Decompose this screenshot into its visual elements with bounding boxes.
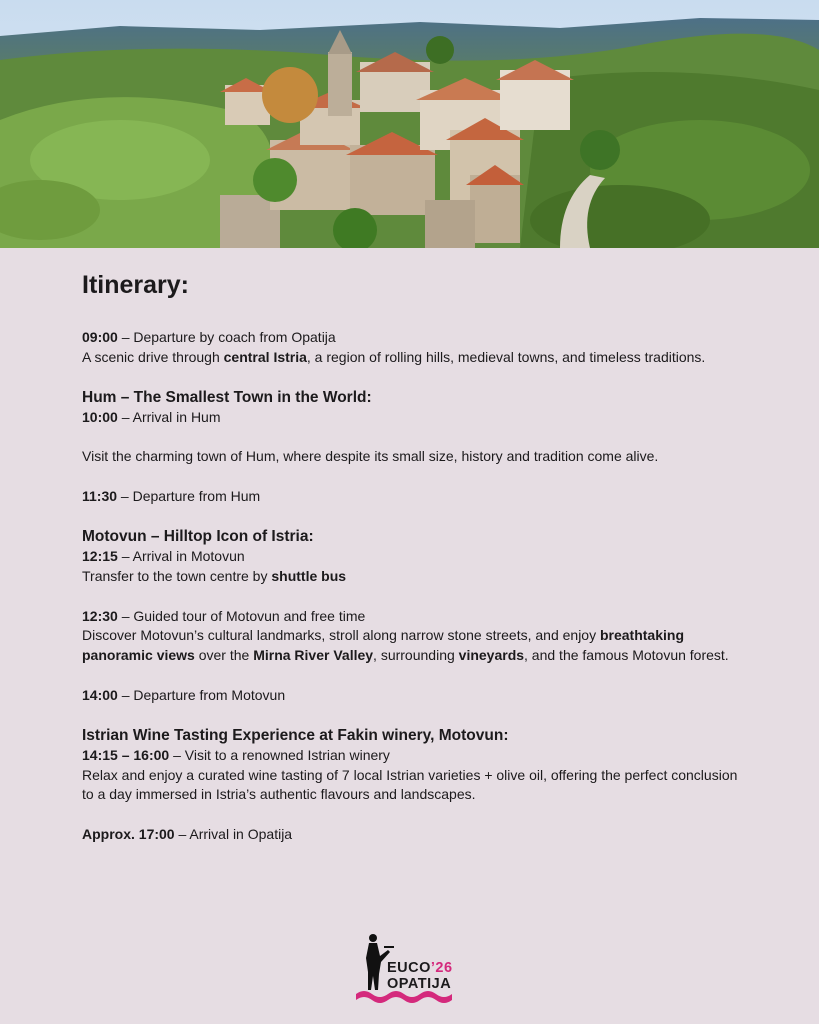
intro-departure-text: – Departure by coach from Opatija bbox=[117, 329, 336, 345]
motovun-desc-e: , surrounding bbox=[373, 647, 459, 664]
return-arrival-text: – Arrival in Opatija bbox=[174, 826, 293, 843]
section-heading-wine: Istrian Wine Tasting Experience at Fakin winery, Motovun: bbox=[82, 726, 509, 744]
intro-desc-a: A scenic drive through bbox=[82, 348, 224, 365]
intro-desc-highlight: central Istria bbox=[223, 348, 307, 365]
motovun-desc-highlight-vineyards: vineyards bbox=[458, 647, 525, 664]
hum-arrival-text: – Arrival in Hum bbox=[117, 408, 221, 425]
itinerary-content bbox=[82, 270, 752, 845]
hum-departure-text: – Departure from Hum bbox=[117, 488, 261, 505]
motovun-desc-g: , and the famous Motovun forest. bbox=[524, 647, 729, 664]
time-label: 11:30 bbox=[82, 488, 118, 505]
intro-departure bbox=[82, 328, 752, 348]
motovun-transfer bbox=[82, 567, 752, 587]
motovun-arrival-text: – Arrival in Motovun bbox=[117, 547, 245, 564]
time-label: 10:00 bbox=[82, 408, 118, 425]
motovun-desc-highlight-views: breathtaking panoramic views bbox=[82, 627, 684, 664]
time-label: 14:15 – 16:00 bbox=[82, 746, 170, 763]
wine-visit-text: – Visit to a renowned Istrian winery bbox=[169, 746, 390, 763]
motovun-desc-a: Discover Motovun’s cultural landmarks, stroll along narrow stone streets, and enjoy bbox=[82, 627, 600, 644]
logo-euco: EUCO bbox=[387, 960, 431, 976]
motovun-arrival bbox=[82, 547, 752, 567]
motovun-description bbox=[82, 626, 752, 666]
hum-departure bbox=[82, 487, 752, 507]
intro-description bbox=[82, 348, 752, 368]
intro-desc-c: , a region of rolling hills, medieval towns, and timeless traditions. bbox=[306, 348, 706, 365]
transfer-text: Transfer to the town centre by bbox=[82, 567, 272, 584]
time-label: 12:30 bbox=[82, 607, 118, 624]
wine-visit bbox=[82, 746, 752, 766]
section-heading-hum: Hum – The Smallest Town in the World: bbox=[82, 388, 372, 406]
logo-text-top bbox=[387, 960, 453, 976]
motovun-tour-text: – Guided tour of Motovun and free time bbox=[117, 607, 366, 624]
transfer-highlight: shuttle bus bbox=[271, 567, 347, 584]
logo-year: ’26 bbox=[430, 960, 453, 976]
time-label: 14:00 bbox=[82, 686, 118, 703]
euco-opatija-logo bbox=[356, 932, 466, 1004]
time-label: 09:00 bbox=[82, 329, 118, 345]
motovun-departure bbox=[82, 686, 752, 706]
time-label: Approx. 17:00 bbox=[82, 826, 175, 843]
hero-image bbox=[0, 0, 819, 248]
motovun-tour bbox=[82, 607, 752, 627]
section-heading-motovun: Motovun – Hilltop Icon of Istria: bbox=[82, 527, 314, 545]
motovun-desc-c: over the bbox=[194, 647, 254, 664]
logo-opatija: OPATIJA bbox=[387, 976, 452, 992]
wine-description: Relax and enjoy a curated wine tasting of 7 local Istrian varieties + olive oil, offering the perfect conclusion to a day immersed in Istria’s authentic flavours and landscapes. bbox=[82, 766, 738, 803]
return-arrival bbox=[82, 825, 752, 845]
time-label: 12:15 bbox=[82, 547, 118, 564]
page-title: Itinerary: bbox=[82, 271, 189, 299]
motovun-departure-text: – Departure from Motovun bbox=[117, 686, 286, 703]
landscape-illustration bbox=[0, 0, 819, 248]
hum-arrival bbox=[82, 408, 752, 428]
hum-visit: Visit the charming town of Hum, where despite its small size, history and tradition come alive. bbox=[82, 448, 659, 465]
motovun-desc-highlight-valley: Mirna River Valley bbox=[253, 647, 374, 664]
